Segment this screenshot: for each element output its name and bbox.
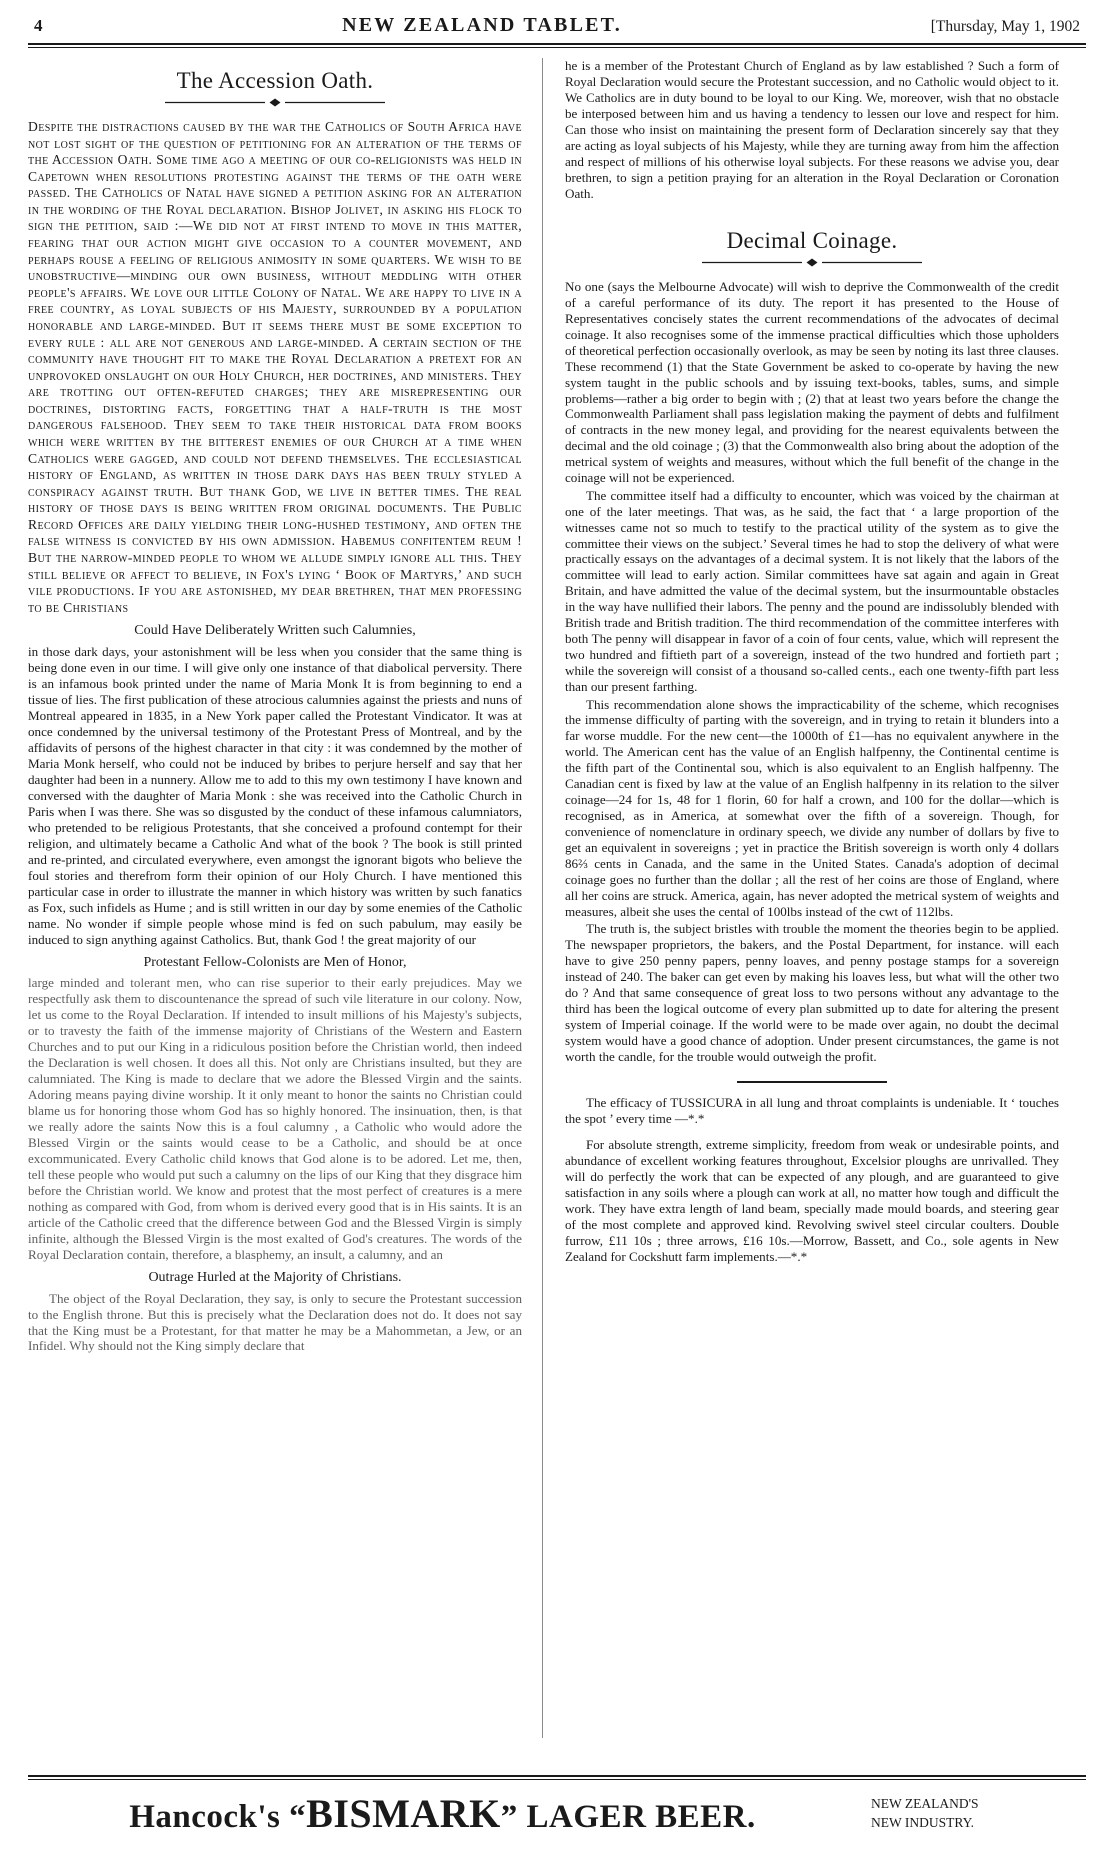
- footer-ad-brand: BISMARK: [306, 1791, 501, 1836]
- right-column: [542, 58, 1059, 1738]
- heading-ornament-icon-2: [565, 258, 1059, 267]
- excelsior-plough-advert: For absolute strength, extreme simplicity, freedom from weak or undesirable points, and abundance of excellent working features throughout, Excelsior ploughs are unrivalled. They will do perfectly the work that can be expected of any plough, and are guaranteed to give satisfaction in any soils where a plough can work at all, no matter how tough and difficult the work. They have extra length of land beam, specially made mould boards, and steering gear of the most complete and approved kind. Revolving swivel steel circular coulters. Double furrow, £11 10s ; three arrows, £16 10s.—Morrow, Bassett, and Co., sole agents in New Zealand for Cockshutt farm implements.—*.*: [565, 1137, 1059, 1264]
- subhead-fellow-colonists: Protestant Fellow-Colonists are Men of Honor,: [143, 954, 407, 970]
- decimal-coinage-paragraph-2: The committee itself had a difficulty to encounter, which was voiced by the chairman at one of the later meetings. That was, as he said, the fact that ‘ a large proportion of the witnesses came not so much to testify to the practical utility of the system as to give the committee their views on the subject.’ Several times he had to stop the delivery of what were practically essays on the advantages of a decimal system. It is not likely that the labors of the committee will lead to early action. Similar committees have sat again and again in Great Britain, and have admitted the value of the decimal system, but the insurmountable obstacles in the way have nullified their labors. The penny and the pound are indissolubly blended with British trade and British tradition. The third recommendation of the committee interferes with both The penny will disappear in favor of a coin of four cents, value, which will represent the two hundred and fiftieth part of a sovereign, instead of the two hundred and fortieth part ; while the sovereign will consist of a thousand so-called cents., each one twenty-fifth part less than our present farthing.: [565, 487, 1059, 695]
- footer-ad-tagline-line2: NEW INDUSTRY.: [871, 1814, 975, 1830]
- footer-ad-headline-part1: Hancock's “: [129, 1799, 307, 1835]
- footer-ad-headline: [28, 1790, 857, 1837]
- dateline: [Thursday, May 1, 1902: [930, 18, 1080, 35]
- accession-oath-paragraph-4: The object of the Royal Declaration, they say, is only to secure the Protestant succession to the English throne. But this is precisely what the Declaration does not do. It does not say that the King must be a Protestant, for that matter he may be a Mahommetan, a Jew, or an Infidel. Why should not the King simply declare that: [28, 1290, 522, 1354]
- advert-divider: [737, 1081, 887, 1083]
- accession-oath-paragraph-2: in those dark days, your astonishment will be less when you consider that the same thing is being done even in our time. I will give only one instance of that diabolical perversity. There is an infamous book printed under the name of Maria Monk It is from beginning to end a tissue of lies. The first publication of these atrocious calumnies against the priests and nuns of Montreal appeared in 1835, in a New York paper called the Protestant Vindicator. It was at once condemned by the universal testimony of the Protestant Press of Montreal, and by the affidavits of persons of the highest character in that city : it was condemned by the mother of Maria Monk herself, who could not be induced by bribes to perjure herself and say that her daughter had been in a nunnery. Allow me to add to this my own testimony I have known and conversed with the daughter of Maria Monk : she was received into the Catholic Church in Paris when I was there. She was so disgusted by the conduct of these infamous calumniators, who pretended to be religious Protestants, that she conceived a profound contempt for their religion, and ultimately became a Catholic And what of the book ? The book is still printed and re-printed, and circulated everywhere, even amongst the ignorant bigots who believe the foul stories and therefrom form their opinion of our Holy Church. I have mentioned this particular case in order to illustrate the manner in which history was written by such fanatics as Fox, such infidels as Hume ; and is still written in our day by some enemies of the Catholic name. No wonder if simple people whose mind is fed on such pabulum, may easily be induced to sign anything against Catholics. But, thank God ! the great majority of our: [28, 644, 522, 947]
- subhead-outrage: Outrage Hurled at the Majority of Christians.: [148, 1269, 402, 1285]
- heading-ornament-icon: [28, 98, 522, 107]
- column-container: [28, 58, 1086, 1738]
- decimal-coinage-heading: Decimal Coinage.: [726, 227, 898, 253]
- masthead: [28, 14, 1086, 41]
- page-number: 4: [34, 16, 43, 35]
- subhead-calumnies: Could Have Deliberately Written such Calumnies,: [134, 623, 416, 639]
- footer-ad-tagline: [857, 1795, 1086, 1831]
- decimal-coinage-paragraph-4: The truth is, the subject bristles with trouble the moment the theories begin to be applied. The newspaper proprietors, the bakers, and the Postal Department, for instance. will each have to give 250 penny papers, penny loaves, and penny postage stamps for a sovereign instead of 240. The baker can get even by making his loaves less, but what will the other two do ? And that same consequence of great loss to two persons without any advantage to the third has been the logical outcome of every plan submitted up to date for altering the present system of Imperial coinage. If the world were to be made over again, no doubt the decimal system would have a good chance of adoption. Under present circumstances, the game is not worth the candle, for the trouble would outweigh the profit.: [565, 921, 1059, 1065]
- masthead-rule-thick: [28, 43, 1086, 45]
- accession-oath-paragraph-1: Despite the distractions caused by the war the Catholics of South Africa have not lost sight of the question of petitioning for an alteration of the terms of the Accession Oath. Some time ago a meeting of our co-religionists was held in Capetown when resolutions protesting against the terms of the oath were passed. The Catholics of Natal have signed a petition asking for an alteration in the wording of the Royal declaration. Bishop Jolivet, in asking his flock to sign the petition, said :—We did not at first intend to move in this matter, fearing that our action might give occasion to a counter movement, and perhaps rouse a feeling of religious animosity in some quarters. We wish to be unobstructive—minding our own business, without meddling with other people's affairs. We love our little Colony of Natal. We are happy to live in a free country, as loyal subjects of his Majesty, surrounded by a population honorable and large-minded. But it seems there must be some exception to every rule : all are not generous and large-minded. A certain section of the community have thought fit to make the Royal Declaration a pretext for an unprovoked onslaught on our Holy Church, her doctrines, and ministers. They are trotting out often-refuted charges; they are misrepresenting our doctrines, distorting facts, forgetting that a half-truth is the most dangerous falsehood. They seem to take their historical data from books which were written by the bitterest enemies of our Church at a time when Catholics were gagged, and could not defend themselves. The ecclesiastical history of England, as written in those dark days has been truly styled a conspiracy against truth. But thank God, we live in better times. The real history of those days is being written from original documents. The Public Record Offices are daily yielding their long-hushed testimony, and often the false witness is convicted by his own admission. Habemus confitentem reum ! But the narrow-minded people to whom we allude simply ignore all this. They still believe or affect to believe, in Fox's lying ‘ Book of Martyrs,’ and such vile productions. If you are astonished, my dear brethren, that men professing to be Christians: [28, 119, 522, 615]
- footer-advert: [28, 1775, 1086, 1837]
- footer-rule-thick: [28, 1775, 1086, 1777]
- decimal-coinage-paragraph-1: No one (says the Melbourne Advocate) will wish to deprive the Commonwealth of the credit of a careful performance of its duty. The report it has presented to the House of Representatives concisely states the current recommendations of the advocates of decimal coinage. It also recognises some of the immense practical difficulties which those upholders of theoretical perfection occasionally overlook, as may be seen by noting its last three clauses. These recommend (1) that the State Government be asked to co-operate by having the new system taught in the public schools and by issuing text-books, tables, sums, and simple problems—rather a big order to begin with ; (2) that at least two years before the change the Commonwealth Parliament shall pass legislation making the payment of debts and fulfilment of contracts in the new money legal, and providing for the nearest equivalents between the decimal and the old coinage ; (3) that the Commonwealth also bring about the adoption of the metrical system of weights and measures, without which the full benefit of the change in the coinage will not be experienced.: [565, 278, 1059, 486]
- newspaper-title: NEW ZEALAND TABLET.: [342, 14, 622, 36]
- tussicura-advert: The efficacy of TUSSICURA in all lung and throat complaints is undeniable. It ‘ touches the spot ’ every time —*.*: [565, 1095, 1059, 1127]
- accession-oath-continued: he is a member of the Protestant Church of England as by law established ? Such a form of Royal Declaration would secure the Protestant succession, and no Catholic would object to it. We Catholics are in duty bound to be loyal to our King. We, moreover, wish that no obstacle be interposed between him and us having a tendency to lessen our love and respect for him. Can those who insist on maintaining the present form of Declaration sincerely say that they are acting as loyal subjects of his Majesty, while they are turning away from him the affection and respect of millions of his otherwise loyal subjects. For these reasons we advise you, dear brethren, to sign a petition praying for an alteration in the Royal Declaration or Coronation Oath.: [565, 58, 1059, 201]
- decimal-coinage-paragraph-3: This recommendation alone shows the impracticability of the scheme, which recognises the immense difficulty of parting with the sovereign, and in trying to retain it blunders into a far worse muddle. For the new cent—the 1000th of £1—has no equivalent anywhere in the world. The American cent has the value of an English halfpenny, the Continental centime is the fifth part of the Continental sou, which is also equivalent to an English halfpenny. The Canadian cent is fixed by law at the value of an English halfpenny in its relation to the silver coinage—24 for 1s, 48 for 1 florin, 60 for half a crown, and 100 for the dollar—which is recognised, as in America, at somewhat over the fifth of a sovereign. Though, for convenience of nomenclature in ordinary speech, we divide any number of dollars by five to get an equivalent in sovereigns ; yet in practice the British sovereign is worth only 4 dollars 86⅔ cents in Canada, and the same in the United States. Canada's adoption of decimal coinage goes no further than the dollar ; all the rest of her coins are those of England, where all her coins are struck. America, again, has never adopted the metrical system of weights and measures, albeit she uses the cental of 100lbs instead of the cwt of 112lbs.: [565, 696, 1059, 920]
- left-column: [28, 58, 542, 1738]
- masthead-rule-thin: [28, 47, 1086, 48]
- accession-oath-paragraph-3: large minded and tolerant men, who can rise superior to their early prejudices. May we respectfully ask them to discountenance the spread of such vile literature in our colony. Now, let us come to the Royal Declaration. If intended to insult millions of his Majesty's subjects, or to travesty the faith of the immense majority of Christians of the Western and Eastern Churches and to put our King in a ridiculous position before the Christian world, then indeed the Declaration is well chosen. It does all this. Not only are Christians insulted, but they are calumniated. The King is made to declare that we adore the Blessed Virgin and the saints. Adoring means paying divine worship. It it only meant to honor the saints no Christian could blame us for honoring those whom God has so highly honored. The insinuation, then, is that we really adore the saints Now this is a foul calumny , a Catholic who would adore the Blessed Virgin or the saints would cease to be a Catholic, and should be at once excommunicated. Every Catholic child knows that God alone is to be adored. Let me, then, tell these people who would put such a calumny on the lips of our King that they disgrace him before the Christian world. We know and protest that the most perfect of creatures is a mere nothing as compared with God, from whom is derived every good that is in His saints. It is an article of the Catholic creed that the difference between God and the Blessed Virgin is simply infinite, although the Blessed Virgin is the most exalted of God's creatures. The words of the Royal Declaration contain, therefore, a blasphemy, an insult, a calumny, and an: [28, 975, 522, 1262]
- footer-ad-tagline-line1: NEW ZEALAND'S: [871, 1796, 979, 1812]
- footer-ad-headline-part2: ” LAGER BEER.: [500, 1799, 756, 1835]
- accession-oath-heading: The Accession Oath.: [176, 68, 374, 93]
